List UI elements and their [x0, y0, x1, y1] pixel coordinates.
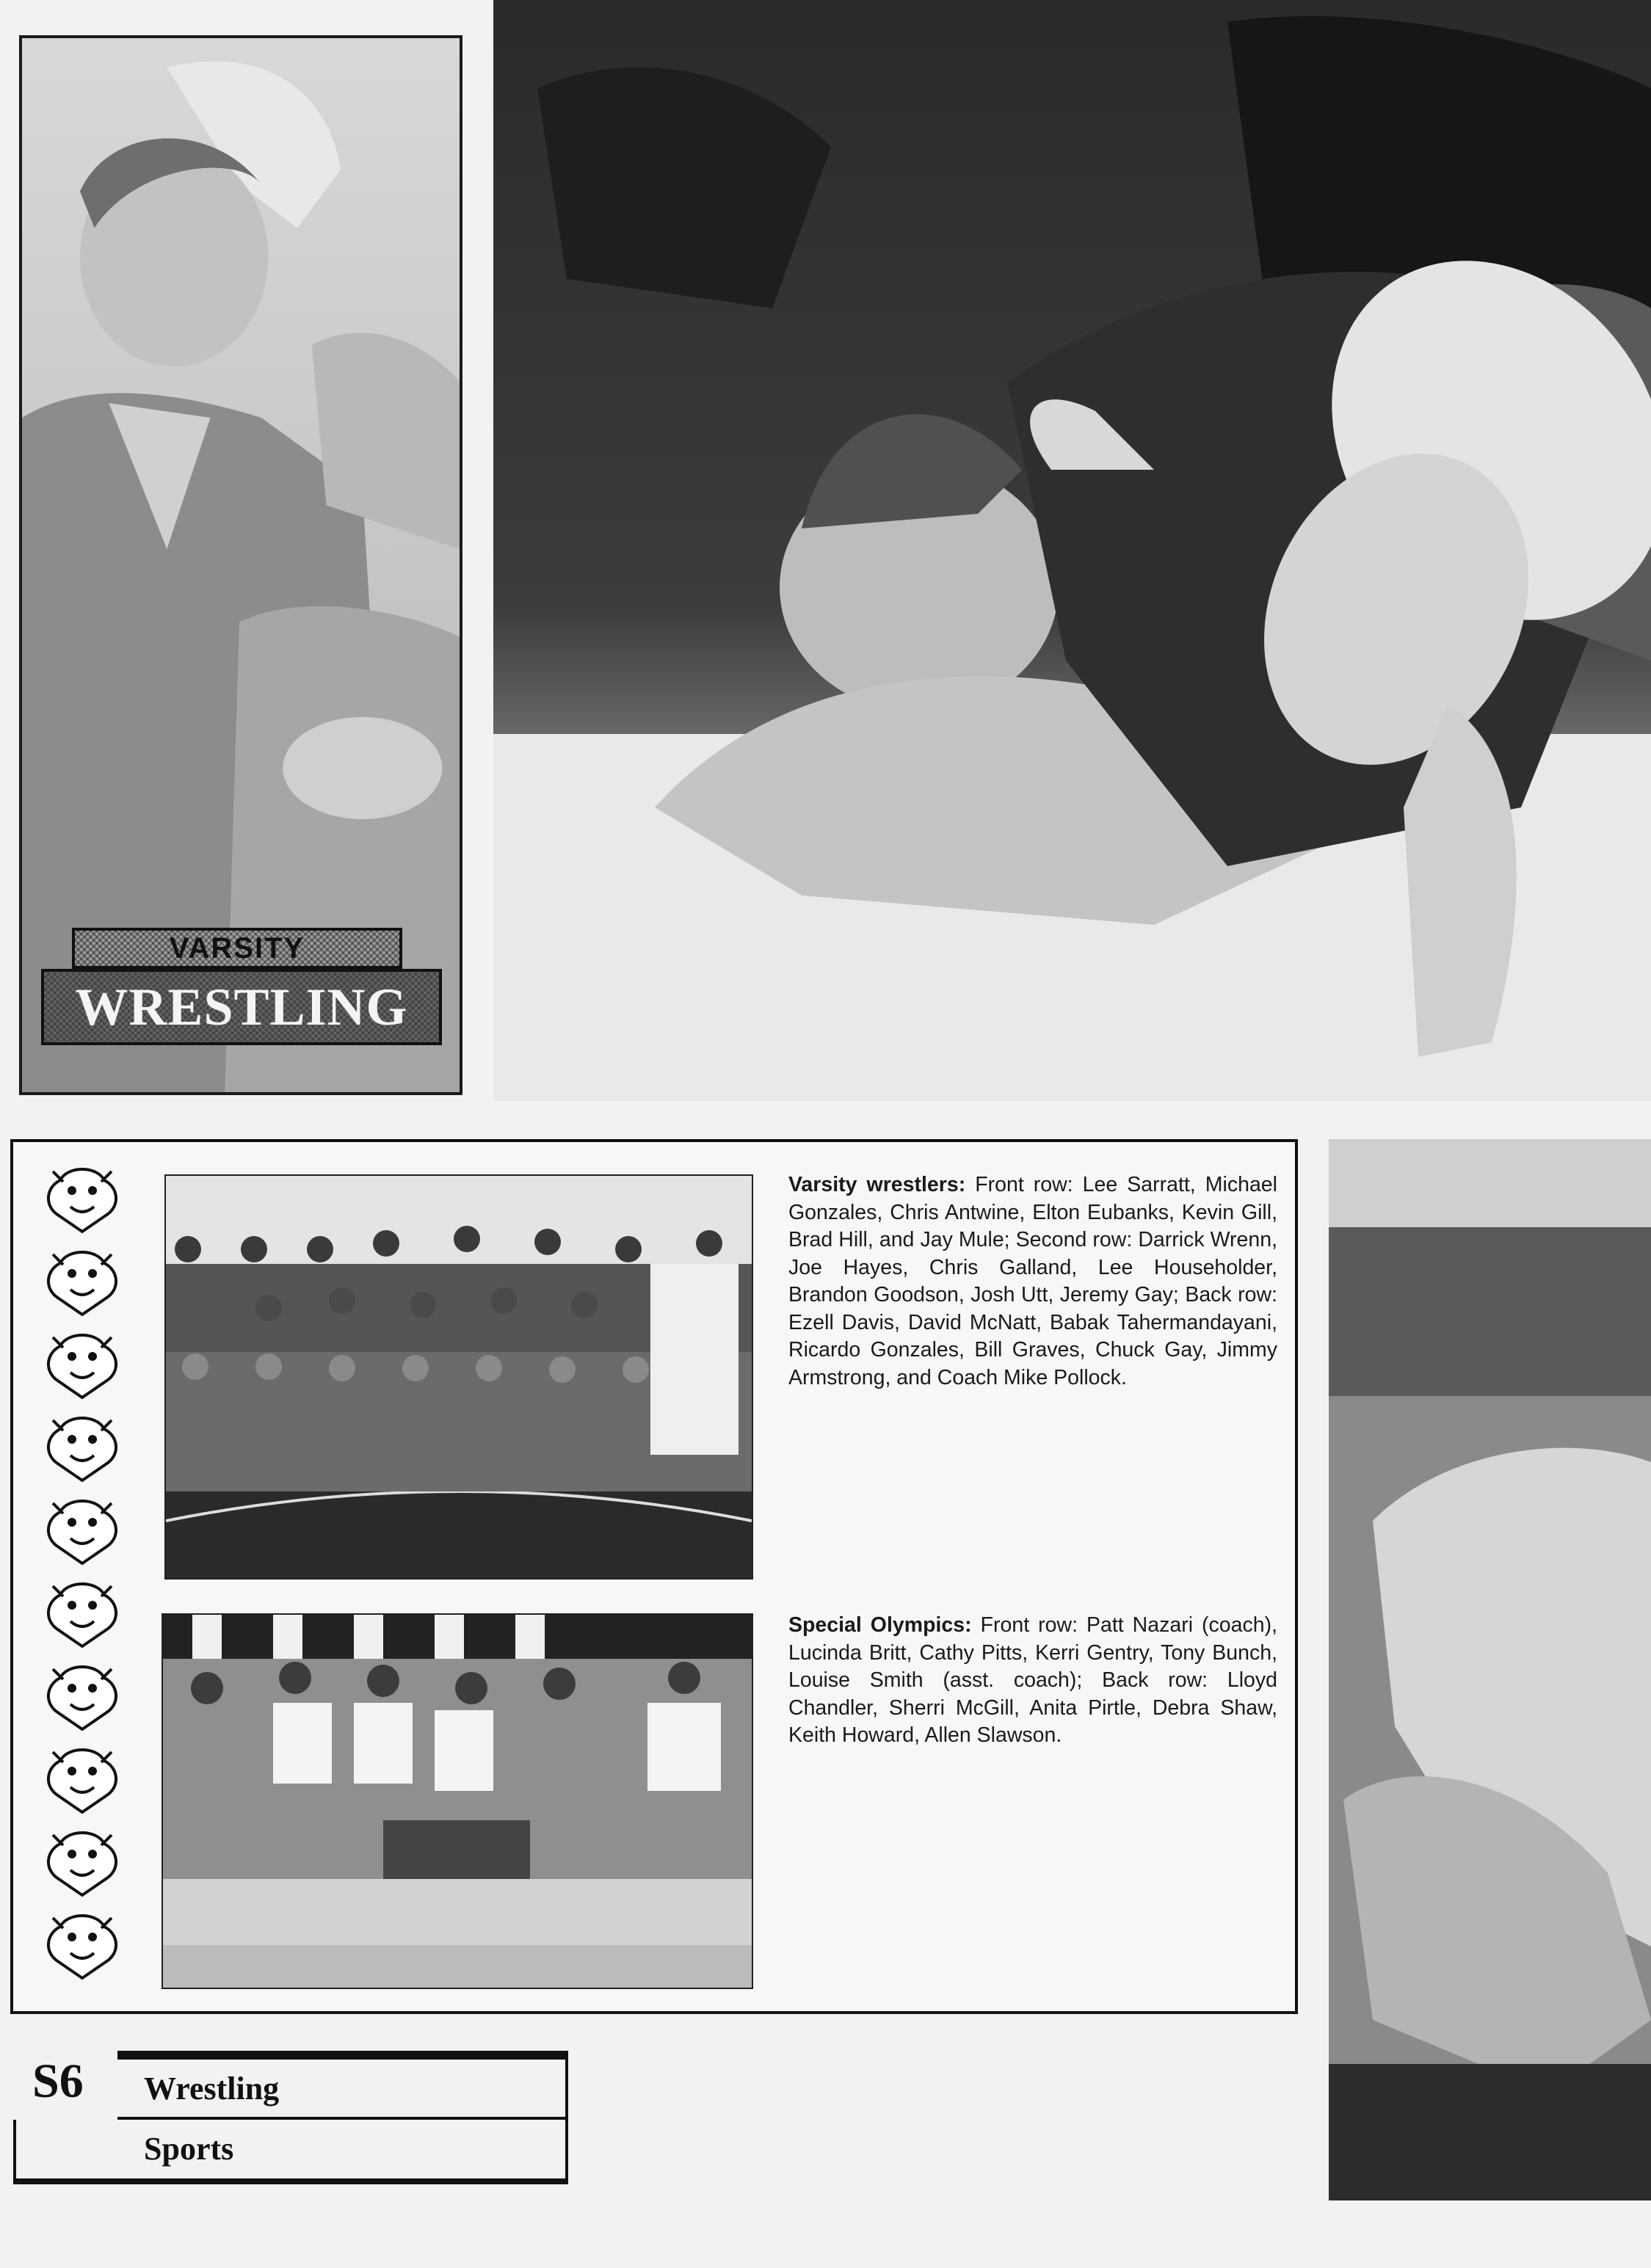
varsity-team-photo [164, 1174, 753, 1580]
bulldog-mascot-icon [38, 1739, 126, 1815]
special-olympics-caption-text: Front row: Patt Nazari (coach), Lucinda Britt, Cathy Pitts, Kerri Gentry, Tony Bunch, Louise Smith (asst. coach); Back row: Lloyd Chandler, Sherri McGill, Anita Pirtle, Debra Shaw, Keith Howard, Allen Slawson. [788, 1613, 1277, 1747]
folio-category-label: Sports [144, 2131, 234, 2167]
bulldog-mascot-icon [38, 1490, 126, 1566]
folio-category-row [13, 2120, 568, 2184]
bulldog-mascot-icon [38, 1573, 126, 1649]
varsity-banner [72, 928, 402, 969]
bulldog-mascot-icon [38, 1407, 126, 1483]
folio-section-row [117, 2060, 568, 2120]
bulldog-mascot-icon [38, 1656, 126, 1732]
bulldog-mascot-icon [38, 1241, 126, 1317]
page-folio [13, 2051, 568, 2198]
page-number: S6 [32, 2054, 84, 2108]
bulldog-mascot-icon [38, 1905, 126, 1981]
varsity-label: VARSITY [169, 931, 305, 964]
varsity-caption-heading: Varsity wrestlers: [788, 1173, 966, 1196]
wrestling-action-photo [493, 0, 1651, 1101]
varsity-wrestling-title [41, 928, 442, 1047]
bulldog-mascot-icon [38, 1324, 126, 1400]
special-olympics-caption [788, 1612, 1277, 1750]
right-edge-photo [1329, 1139, 1651, 2200]
folio-top-rule [117, 2051, 568, 2060]
special-olympics-photo [162, 1613, 753, 1989]
varsity-caption-text: Front row: Lee Sarratt, Michael Gonzales, Chris Antwine, Elton Eubanks, Kevin Gill, Brad Hill, and Jay Mule; Second row: Darrick Wrenn, Joe Hayes, Chris Galland, Lee Householder, Brandon Goodson, Josh Utt, Jeremy Gay; Back row: Ezell Davis, David McNatt, Babak Tahermandayani, Ricardo Gonzales, Bill Graves, Chuck Gay, Jimmy Armstrong, and Coach Mike Pollock. [788, 1173, 1277, 1389]
wrestling-banner [41, 969, 442, 1045]
folio-section-label: Wrestling [144, 2071, 280, 2107]
caption-box [10, 1139, 1298, 2014]
bulldog-mascot-icon [38, 1822, 126, 1898]
varsity-caption [788, 1171, 1277, 1392]
special-olympics-caption-heading: Special Olympics: [788, 1613, 972, 1637]
bulldog-mascot-icon [38, 1158, 126, 1235]
mascot-icon-column [38, 1158, 126, 1995]
wrestling-label: WRESTLING [75, 977, 408, 1036]
